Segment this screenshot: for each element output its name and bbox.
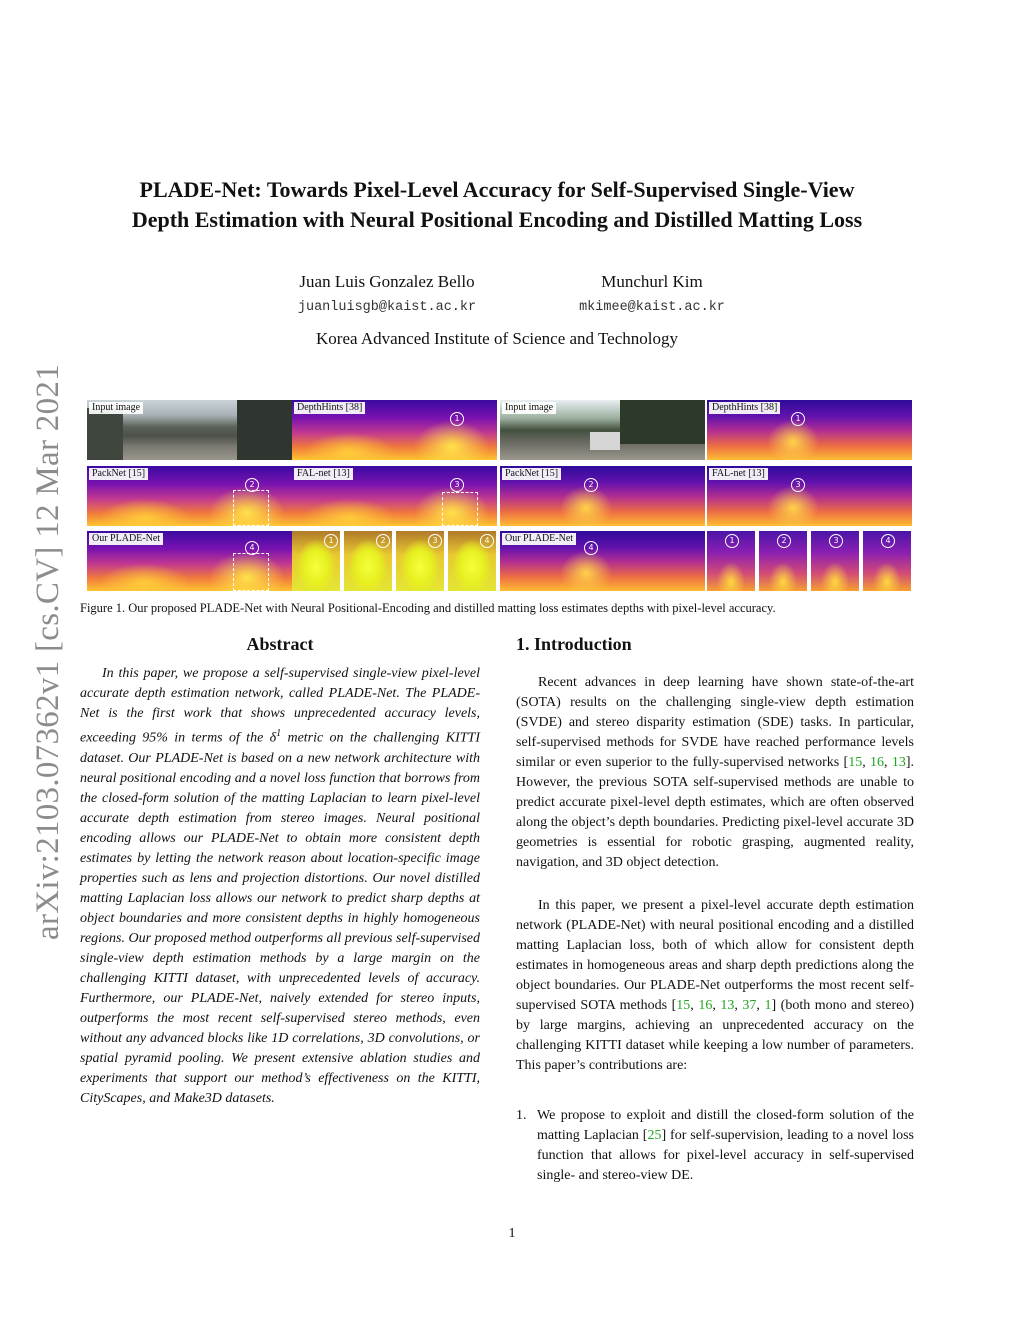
marker-circle: 1 xyxy=(324,534,338,548)
marker-circle: 2 xyxy=(245,478,259,492)
packnet-panel xyxy=(500,466,705,526)
zoom-crop xyxy=(292,531,340,591)
arxiv-stamp: arXiv:2103.07362v1 [cs.CV] 12 Mar 2021 xyxy=(30,364,66,940)
marker-circle: 1 xyxy=(791,412,805,426)
author-email[interactable]: mkimee@kaist.ac.kr xyxy=(579,300,725,315)
citation-link[interactable]: 1 xyxy=(764,998,772,1013)
marker-circle: 2 xyxy=(777,534,791,548)
abstract-heading: Abstract xyxy=(246,634,314,654)
panel-label: FAL-net [13] xyxy=(709,468,768,480)
panel-label: DepthHints [38] xyxy=(294,402,365,414)
marker-circle: 3 xyxy=(829,534,843,548)
delta-superscript: 1 xyxy=(276,728,282,739)
abstract-text-a: In this paper, we propose a self-supervised single-view pixel-level accurate depth estimation network, called PLADE-Net. The PLADE-Net is the first work that shows unprecedented accuracy levels, exceeding 95% in terms of the δ xyxy=(80,666,480,746)
panel-label: Input image xyxy=(502,402,556,414)
intro-text: ]. However, the previous SOTA self-supervised methods are unable to predict accurate pixel-level depth estimates, which are often observed along the object’s depth boundaries. Predicting pixel-level accurate 3D geometries is essential for robotic grasping, augmented reality, navigation, and 3D object detection. xyxy=(516,755,915,870)
depthhints-panel xyxy=(292,400,497,460)
paper-title xyxy=(80,175,914,235)
marker-circle: 4 xyxy=(881,534,895,548)
section-heading: 1. Introduction xyxy=(516,634,632,654)
plade-net-panel xyxy=(87,531,292,591)
panel-label: Input image xyxy=(89,402,143,414)
author-name: Juan Luis Gonzalez Bello xyxy=(299,272,475,291)
citation-link[interactable]: 25 xyxy=(647,1128,662,1143)
figure-caption: Figure 1. Our proposed PLADE-Net with Neural Positional-Encoding and distilled matting loss estimates depths with pixel-level accuracy. xyxy=(80,601,776,615)
citation-link[interactable]: 13 xyxy=(720,998,735,1013)
zoom-crop xyxy=(811,531,859,591)
input-image-panel xyxy=(87,400,292,460)
marker-circle: 3 xyxy=(450,478,464,492)
title-line-1: PLADE-Net: Towards Pixel-Level Accuracy for Self-Supervised Single-View xyxy=(139,177,855,202)
page-number: 1 xyxy=(508,1226,516,1241)
input-image-panel xyxy=(500,400,705,460)
intro-text: We propose to exploit and distill the closed-form solution of the matting Laplacian [ xyxy=(537,1108,914,1143)
intro-text: Recent advances in deep learning have shown state-of-the-art (SOTA) results on the challenging single-view depth estimation (SVDE) and stereo disparity estimation (SDE) tasks. In particular, self-supervised methods for SVDE have reached performance levels similar or even superior to the fully-supervised networks [ xyxy=(516,675,914,770)
panel-label: Our PLADE-Net xyxy=(502,533,576,545)
citation-link[interactable]: 15 xyxy=(676,998,691,1013)
list-number: 1. xyxy=(516,1108,527,1123)
affiliation: Korea Advanced Institute of Science and Technology xyxy=(316,329,678,348)
plade-net-panel xyxy=(500,531,705,591)
intro-paragraph: Recent advances in deep learning have shown state-of-the-art (SOTA) results on the challenging single-view depth estimation (SVDE) and stereo disparity estimation (SDE) tasks. In particular, self-supervised methods for SVDE have reached performance levels similar or even superior to the fully-supervised networks [15, 16, 13]. However, the previous SOTA self-supervised methods are unable to predict accurate pixel-level depth estimates, which are often observed along the object’s depth boundaries. Predicting pixel-level accurate 3D geometries is essential for robotic grasping, augmented reality, navigation, and 3D object detection. xyxy=(516,675,915,870)
marker-circle: 1 xyxy=(725,534,739,548)
zoom-crop xyxy=(396,531,444,591)
marker-circle: 4 xyxy=(480,534,494,548)
citation-link[interactable]: 37 xyxy=(742,998,757,1013)
marker-circle: 2 xyxy=(376,534,390,548)
panel-label: PackNet [15] xyxy=(89,468,148,480)
zoom-crop xyxy=(344,531,392,591)
contribution-item xyxy=(516,1106,914,1186)
citation-link[interactable]: 15 xyxy=(848,755,863,770)
citation-link[interactable]: 13 xyxy=(891,755,906,770)
intro-text: In this paper, we present a pixel-level accurate depth estimation network (PLADE-Net) with neural positional encoding and a distilled matting Laplacian loss, both of which allow for consistent depth estimates in homogeneous areas and sharp depth predictions along the object boundaries. Our PLADE-Net outperforms the most recent self-supervised SOTA methods [ xyxy=(516,898,914,1013)
marker-circle: 1 xyxy=(450,412,464,426)
abstract-body xyxy=(80,664,480,1109)
panel-label: Our PLADE-Net xyxy=(89,533,163,545)
author-name: Munchurl Kim xyxy=(601,272,703,291)
citation-link[interactable]: 16 xyxy=(698,998,713,1013)
panel-label: FAL-net [13] xyxy=(294,468,353,480)
falnet-panel xyxy=(707,466,912,526)
marker-circle: 4 xyxy=(584,541,598,555)
intro-text: ] for self-supervision, leading to a novel loss function that allows for pixel-level accuracy in self-supervised single- and stereo-view DE. xyxy=(537,1128,914,1183)
intro-paragraph: In this paper, we present a pixel-level accurate depth estimation network (PLADE-Net) with neural positional encoding and a distilled matting Laplacian loss, both of which allow for consistent depth estimates in homogeneous areas and sharp depth predictions along the object boundaries. Our PLADE-Net outperforms the most recent self-supervised SOTA methods [15, 16, 13, 37, 1] (both mono and stereo) by large margins, achieving an unprecedented accuracy on the challenging KITTI dataset while keeping a low number of parameters. This paper’s contributions are: xyxy=(516,898,915,1073)
zoom-crop xyxy=(759,531,807,591)
panel-label: PackNet [15] xyxy=(502,468,561,480)
zoom-crop xyxy=(707,531,755,591)
zoom-crop xyxy=(863,531,911,591)
marker-circle: 2 xyxy=(584,478,598,492)
marker-circle: 3 xyxy=(791,478,805,492)
title-line-2: Depth Estimation with Neural Positional Encoding and Distilled Matting Loss xyxy=(131,207,863,232)
zoom-crop xyxy=(448,531,496,591)
contribution-text xyxy=(537,1106,914,1186)
marker-circle: 3 xyxy=(428,534,442,548)
falnet-panel xyxy=(292,466,497,526)
citation-link[interactable]: 16 xyxy=(870,755,885,770)
depthhints-panel xyxy=(707,400,912,460)
abstract-text-b: metric on the challenging KITTI dataset. Our PLADE-Net is based on a new network architecture with neural positional encoding and a novel loss function that borrows from the closed-form solution of the matting Laplacian to learn pixel-level accurate depth estimation from stereo images. Neural positional encoding allows our PLADE-Net to obtain more consistent depth estimates by letting the network reason about location-specific image properties such as lens and projection distortions. Our novel distilled matting Laplacian loss allows our network to predict sharp depths at object boundaries and more consistent depths in highly homogeneous regions. Our proposed method outperforms all previous self-supervised single-view depth estimation methods by a large margin on the challenging KITTI dataset, with unprecedented levels of accuracy. Furthermore, our PLADE-Net, naively extended for stereo inputs, outperforms the most recent self-supervised stereo methods, even without any advanced blocks like 1D correlations, 3D convolutions, or spatial pyramid pooling. We present extensive ablation studies and experiments that support our method’s effectiveness on the KITTI, CityScapes, and Make3D datasets. xyxy=(80,730,480,1106)
marker-circle: 4 xyxy=(245,541,259,555)
packnet-panel xyxy=(87,466,292,526)
author-email[interactable]: juanluisgb@kaist.ac.kr xyxy=(297,300,477,315)
panel-label: DepthHints [38] xyxy=(709,402,780,414)
intro-text: ] (both mono and stereo) by large margins, achieving an unprecedented accuracy on the challenging KITTI dataset while keeping a low number of parameters. This paper’s contributions are: xyxy=(516,998,915,1073)
